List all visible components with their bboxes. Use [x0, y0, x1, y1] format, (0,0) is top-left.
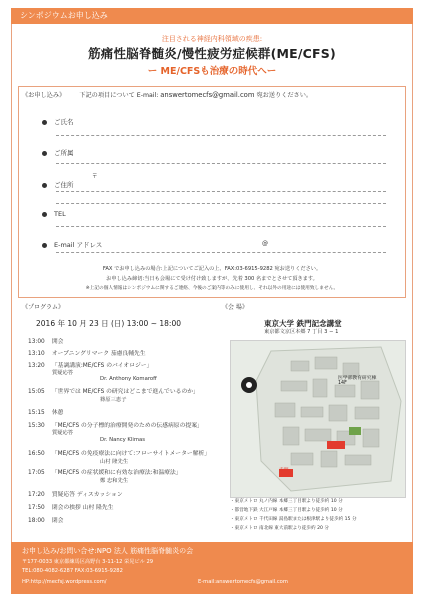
campus-map-drawing	[231, 341, 406, 498]
hero-subtitle: 注目される神経内科領域の疾患:	[161, 35, 263, 43]
access-line: ・東京メトロ 南北線 東大前駅より徒歩約 20 分	[230, 526, 329, 531]
field-address-line-2[interactable]	[56, 203, 386, 204]
application-email[interactable]: answertomecfs@gmail.com	[160, 91, 255, 99]
program-date: 2016 年 10 月 23 日 (日) 13:00 ~ 18:00	[36, 319, 181, 328]
hero-title: 筋痛性脳脊髄炎/慢性疲労症候群(ME/CFS)	[88, 46, 336, 61]
program-item: 16:50 「ME/CFS の免疫療法に向けて:フローサイトメーター解析」	[28, 451, 211, 457]
application-instruction-end: 宛お送りください。	[256, 92, 313, 99]
venue-name: 東京大学 鉄門記念講堂	[264, 319, 342, 328]
field-name-label: ご氏名	[54, 118, 74, 126]
program-item: 13:00 開会	[28, 339, 64, 345]
field-name-line[interactable]	[56, 135, 386, 136]
bullet-icon	[42, 243, 47, 248]
bullet-icon	[42, 120, 47, 125]
field-email-line[interactable]	[56, 252, 386, 253]
program-speaker: 山村 隆先生	[100, 459, 129, 465]
field-address	[42, 180, 74, 189]
field-affiliation-line[interactable]	[56, 163, 386, 164]
footer-email[interactable]: E-mail:answertomecfs@gmail.com	[198, 579, 288, 585]
program-interp: 質疑応答	[52, 370, 74, 376]
field-email-label: E-mail アドレス	[54, 241, 103, 249]
program-interp: 質疑応答	[52, 430, 74, 436]
application-header	[22, 90, 312, 99]
venue-address: 東京都文京区本郷 7 丁目 3 − 1	[264, 329, 339, 335]
program-item: 15:30 「ME/CFS の分子標的治療開発のための伝感病原の提案」	[28, 423, 203, 429]
map-label-gate: 赤門	[279, 468, 289, 473]
bullet-icon	[42, 183, 47, 188]
field-email	[42, 240, 102, 249]
footer-address: 〒177-0033 東京都練馬区高野台 3-11-12 栄晃ビル 29	[22, 559, 154, 565]
field-address-line-1[interactable]	[56, 191, 386, 192]
field-tel-label: TEL	[54, 210, 66, 218]
field-address-label: ご住所	[54, 181, 74, 189]
field-affiliation	[42, 148, 74, 157]
field-tel	[42, 210, 66, 218]
field-tel-line[interactable]	[56, 226, 386, 227]
program-item: 17:05 「ME/CFS の症状緩和に有効な治療法:和温療法」	[28, 470, 182, 476]
venue-label: 《会 場》	[222, 304, 248, 311]
program-item: 15:05 「世界では ME/CFS の研究はどこまで進んでいるのか」	[28, 389, 199, 395]
hero-tagline: ー ME/CFSも治療の時代へー	[147, 66, 277, 77]
program-item: 17:20 質疑応答 ディスカッション	[28, 492, 123, 498]
postal-mark: 〒	[92, 174, 98, 180]
footer-phones: TEL:080-4082-6287 FAX:03-6915-9282	[22, 568, 123, 574]
access-line: ・都営地下鉄 大江戸線 本郷三丁目駅より徒歩約 10 分	[230, 508, 343, 513]
program-item: 17:50 閉会の挨拶 山村 隆先生	[28, 505, 114, 511]
bullet-icon	[42, 151, 47, 156]
field-affiliation-label: ご所属	[54, 149, 74, 157]
program-item: 18:00 閉会	[28, 518, 64, 524]
bullet-icon	[42, 212, 47, 217]
access-line: ・東京メトロ 千代田線 湯島駅または根津駅より徒歩約 15 分	[230, 517, 357, 522]
application-instruction: 下記の項目について E-mail:	[79, 92, 159, 99]
at-mark: @	[262, 240, 268, 247]
program-speaker: Dr. Anthony Komaroff	[100, 376, 157, 382]
application-label: 《お申し込み》	[22, 92, 66, 99]
header-label: シンポジウムお申し込み	[20, 11, 108, 20]
program-speaker: 篠原三恵子	[100, 397, 127, 403]
deadline-note: お申し込み締切:当日も会場にて受け付け致しますが、先着 300 名までとさせて頂きます。	[106, 276, 318, 282]
program-speaker: 鄭 忠和先生	[100, 478, 129, 484]
program-speaker: Dr. Nancy Klimas	[100, 437, 146, 443]
fax-note: FAX でお申し込みの場合:上記についてご記入の上、FAX:03-6915-9282 宛お送りください。	[102, 266, 322, 272]
footer-web[interactable]: HP:http://mecfsj.wordpress.com/	[22, 579, 107, 585]
map-label-building: 医学部教育研究棟	[338, 376, 377, 381]
field-name	[42, 117, 74, 126]
map-label-floor: 14F	[338, 381, 347, 386]
privacy-note: ※上記の個人情報はシンポジウムに関するご連絡、今後のご案内等のみに使用し、それ以外の用途には使用致しません。	[85, 286, 339, 291]
campus-map[interactable]	[230, 340, 406, 498]
access-line: ・東京メトロ 丸ノ内線 本郷三丁目駅より徒歩約 10 分	[230, 499, 343, 504]
program-item: 13:20 「基調講演:ME/CFS のバイオロジー」	[28, 363, 153, 369]
program-item: 15:15 休憩	[28, 410, 64, 416]
program-item: 13:10 オープニングリマーク 茄慮良輔先生	[28, 351, 146, 357]
footer-contact: お申し込み/お問い合せ:NPO 法人 筋痛性脳脊髄炎の会	[22, 547, 194, 555]
program-label: 《プログラム》	[22, 304, 64, 311]
